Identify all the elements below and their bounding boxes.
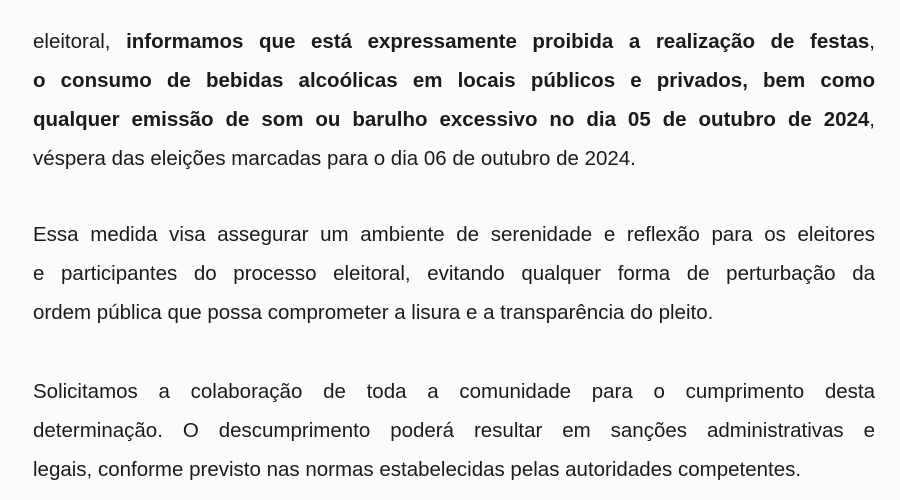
paragraph-purpose xyxy=(33,215,875,332)
text-line: Essa medida visa assegurar um ambiente de serenidade e reflexão para os eleitores xyxy=(33,223,875,246)
text-line: véspera das eleições marcadas para o dia 06 de outubro de 2024. xyxy=(33,147,636,170)
text-line: ordem pública que possa comprometer a lisura e a transparência do pleito. xyxy=(33,301,714,324)
text-segment: , xyxy=(869,108,875,131)
text-line: Solicitamos a colaboração de toda a comunidade para o cumprimento desta xyxy=(33,380,875,403)
text-segment: eleitoral, xyxy=(33,30,127,53)
text-line: determinação. O descumprimento poderá resultar em sanções administrativas e xyxy=(33,419,875,442)
paragraph-collaboration xyxy=(33,372,875,489)
text-segment: , xyxy=(869,30,875,53)
text-line: e participantes do processo eleitoral, evitando qualquer forma de perturbação da xyxy=(33,262,875,285)
paragraph-prohibition xyxy=(33,22,875,178)
bold-text-segment: qualquer emissão de som ou barulho excessivo no dia 05 de outubro de 2024 xyxy=(33,108,870,131)
text-line: legais, conforme previsto nas normas estabelecidas pelas autoridades competentes. xyxy=(33,458,802,481)
bold-text-segment: informamos que está expressamente proibida a realização de festas xyxy=(126,30,870,53)
text-line xyxy=(33,22,875,61)
text-line xyxy=(33,61,875,100)
cut-off-text-line xyxy=(33,0,875,9)
text-line xyxy=(33,100,875,139)
bold-text-segment: o consumo de bebidas alcoólicas em locais públicos e privados, bem como xyxy=(33,69,875,92)
